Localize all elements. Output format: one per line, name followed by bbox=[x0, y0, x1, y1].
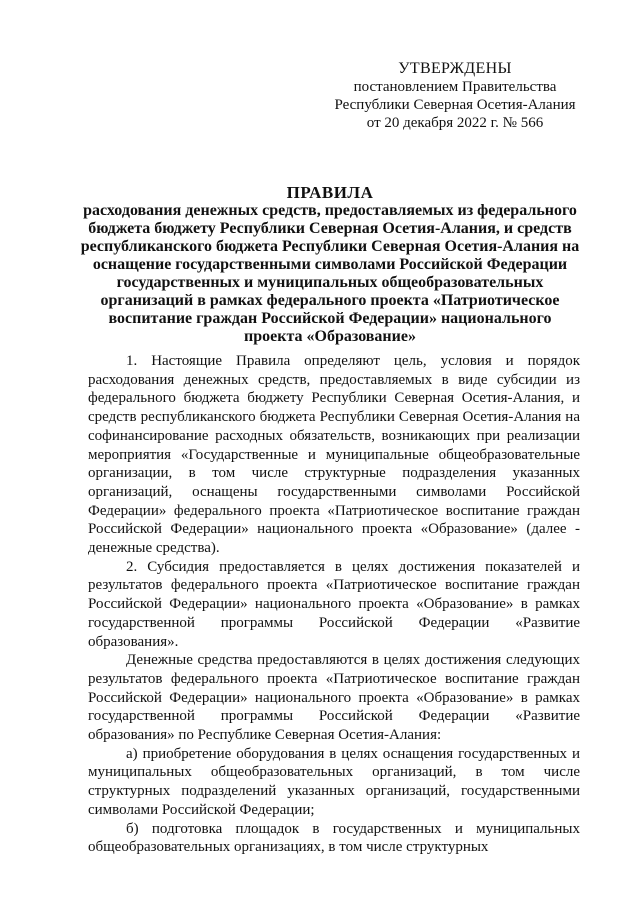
paragraph-3: Денежные средства предоставляются в целях достижения следующих результатов федерального проекта «Патриотическое воспитание граждан Российской Федерации» национального проекта «Образование» в рамках государственной программы Российской Федерации «Развитие образования» по Республике Северная Осетия-Алания: bbox=[88, 652, 580, 744]
document-heading bbox=[80, 184, 580, 346]
document-body bbox=[88, 352, 580, 857]
approval-line-1: постановлением Правительства bbox=[353, 79, 557, 95]
paragraph-5: б) подготовка площадок в государственных и муниципальных общеобразовательных организациях, в том числе структурных bbox=[88, 820, 580, 856]
approval-line-3: от 20 декабря 2022 г. № 566 bbox=[366, 115, 544, 131]
approval-line-2: Республики Северная Осетия-Алания bbox=[334, 97, 576, 113]
approval-block bbox=[320, 60, 590, 132]
paragraph-4: а) приобретение оборудования в целях оснащения государственных и муниципальных общеобразовательных организаций, в том числе структурных подразделений указанных организаций, государственными символами Российской Федерации; bbox=[88, 745, 580, 818]
document-subtitle: расходования денежных средств, предоставляемых из федерального бюджета бюджету Республики Северная Осетия-Алания, и средств республиканского бюджета Республики Северная Осетия-Алания на оснащение государственными символами Российской Федерации государственных и муниципальных общеобразовательных организаций в рамках федерального проекта «Патриотическое воспитание граждан Российской Федерации» национального проекта «Образование» bbox=[80, 202, 580, 345]
paragraph-2: 2. Субсидия предоставляется в целях достижения показателей и результатов федерального проекта «Патриотическое воспитание граждан Российской Федерации» национального проекта «Образование» в рамках государственной программы Российской Федерации «Развитие образования». bbox=[88, 558, 580, 650]
paragraph-1: 1. Настоящие Правила определяют цель, условия и порядок расходования денежных средств, предоставляемых в виде субсидии из федерального бюджета бюджету Республики Северная Осетия-Алания, и средств республиканского бюджета Республики Северная Осетия-Алания на софинансирование расходных обязательств, возникающих при реализации мероприятия «Государственные и муниципальные общеобразовательные организации, в том числе структурные подразделения указанных организаций, оснащены государственными символами Российской Федерации» федерального проекта «Патриотическое воспитание граждан Российской Федерации» национального проекта «Образование» (далее - денежные средства). bbox=[88, 353, 580, 557]
document-title: ПРАВИЛА bbox=[286, 183, 374, 202]
approval-title: УТВЕРЖДЕНЫ bbox=[398, 60, 512, 77]
